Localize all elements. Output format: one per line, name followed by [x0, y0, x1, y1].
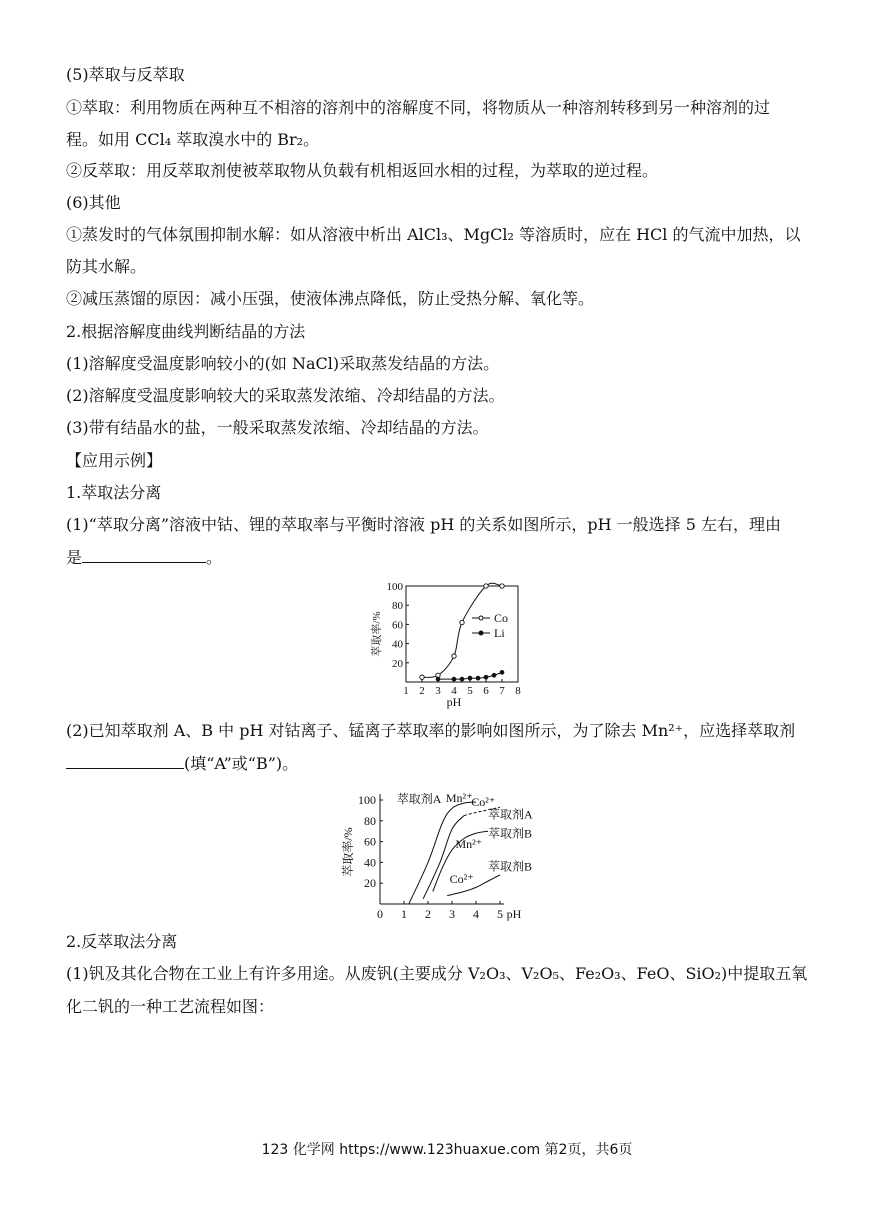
- data-point-li: [476, 676, 480, 680]
- x-tick-label: 4: [473, 907, 479, 921]
- curve-label-1: Mn²⁺: [445, 791, 473, 806]
- curve-label-0: 萃取剂A: [396, 792, 442, 807]
- question-2-line-1: (2)已知萃取剂 A、B 中 pH 对钴离子、锰离子萃取率的影响如图所示，为了除去 Mn²⁺，应选择萃取剂: [66, 721, 796, 740]
- heading-back-extraction-separation: 2.反萃取法分离: [66, 932, 178, 951]
- data-point-li: [492, 673, 496, 677]
- x-tick-label: 4: [451, 685, 457, 697]
- heading-examples: 【应用示例】: [66, 451, 163, 470]
- paragraph-extraction-2: 程。如用 CCl₄ 萃取溴水中的 Br₂。: [66, 130, 320, 149]
- page-footer: 123 化学网 https://www.123huaxue.com 第2页，共6页: [261, 1142, 633, 1158]
- x-tick-label: 1: [401, 907, 407, 921]
- x-axis-label: pH: [506, 907, 522, 921]
- x-tick-label: 3: [449, 907, 455, 921]
- data-point-co: [500, 584, 504, 588]
- series-line-co: [422, 583, 502, 677]
- x-tick-label: 2: [425, 907, 431, 921]
- data-point-li: [460, 677, 464, 681]
- x-tick-label: 8: [515, 685, 521, 697]
- series-line-0: [409, 802, 476, 904]
- y-tick-label: 60: [392, 619, 403, 632]
- paragraph-crystal-1: (1)溶解度受温度影响较小的(如 NaCl)采取蒸发结晶的方法。: [66, 354, 500, 373]
- data-point-co: [460, 620, 464, 624]
- data-point-li: [500, 671, 504, 675]
- paragraph-hydrolysis-2: 防其水解。: [66, 257, 147, 276]
- y-tick-label: 100: [386, 581, 403, 593]
- y-axis-label: 萃取率/%: [341, 827, 355, 877]
- x-tick-label: 7: [499, 685, 505, 697]
- x-tick-label: 1: [403, 685, 409, 697]
- x-tick-label: 0: [377, 907, 383, 921]
- x-tick-label: 3: [435, 685, 441, 697]
- legend-label-li: Li: [494, 626, 505, 640]
- paragraph-crystal-3: (3)带有结晶水的盐，一般采取蒸发浓缩、冷却结晶的方法。: [66, 418, 489, 437]
- chart-co-li: [360, 578, 550, 710]
- data-point-li: [484, 675, 488, 679]
- x-tick-label: 5: [497, 907, 503, 921]
- y-tick-label: 80: [364, 813, 376, 828]
- data-point-li: [468, 676, 472, 680]
- legend-marker-li: [479, 631, 483, 635]
- data-point-li: [452, 677, 456, 681]
- y-tick-label: 40: [364, 855, 376, 870]
- curve-label-2: Co²⁺: [471, 795, 496, 810]
- paragraph-extraction-1: ①萃取：利用物质在两种互不相溶的溶剂中的溶解度不同，将物质从一种溶剂转移到另一种溶剂的过: [66, 98, 771, 117]
- data-point-co: [420, 675, 424, 679]
- curve-label-6: Co²⁺: [449, 872, 474, 887]
- heading-extraction-separation: 1.萃取法分离: [66, 483, 162, 502]
- curve-label-7: 萃取剂B: [488, 859, 533, 874]
- y-tick-label: 60: [364, 834, 376, 849]
- chart-extractant-ab: [334, 786, 570, 924]
- curve-label-5: Mn²⁺: [455, 836, 483, 851]
- question-1-line-1: (1)“萃取分离”溶液中钴、锂的萃取率与平衡时溶液 pH 的关系如图所示，pH 一般选择 5 左右，理由: [66, 515, 782, 534]
- paragraph-hydrolysis-1: ①蒸发时的气体氛围抑制水解：如从溶液中析出 AlCl₃、MgCl₂ 等溶质时，应在 HCl 的气流中加热，以: [66, 225, 801, 244]
- data-point-co: [452, 654, 456, 658]
- section-title-extraction: (5)萃取与反萃取: [66, 65, 185, 84]
- y-tick-label: 80: [392, 600, 403, 613]
- question-3-line-2: 化二钒的一种工艺流程如图：: [66, 997, 275, 1016]
- y-axis-label: 萃取率/%: [371, 611, 383, 657]
- curve-label-4: 萃取剂B: [488, 826, 533, 841]
- question-1-prefix: 是: [66, 548, 83, 567]
- answer-blank-1[interactable]: [82, 546, 206, 563]
- x-tick-label: 6: [483, 685, 489, 697]
- y-tick-label: 20: [392, 657, 403, 670]
- x-axis-label: pH: [446, 695, 462, 709]
- legend-marker-co: [479, 616, 483, 620]
- y-tick-label: 40: [392, 638, 403, 651]
- y-tick-label: 20: [364, 876, 376, 891]
- question-2-suffix: (填“A”或“B”)。: [184, 754, 299, 773]
- x-tick-label: 5: [467, 685, 473, 697]
- question-3-line-1: (1)钒及其化合物在工业上有许多用途。从废钒(主要成分 V₂O₃、V₂O₅、Fe₂O₃、FeO、SiO₂)中提取五氧: [66, 964, 808, 983]
- curve-label-3: 萃取剂A: [488, 807, 533, 822]
- legend-label-co: Co: [494, 611, 509, 625]
- paragraph-crystal-2: (2)溶解度受温度影响较大的采取蒸发浓缩、冷却结晶的方法。: [66, 386, 505, 405]
- data-point-li: [436, 677, 440, 681]
- section-title-crystallization: 2.根据溶解度曲线判断结晶的方法: [66, 322, 306, 341]
- paragraph-reduced-pressure: ②减压蒸馏的原因：减小压强，使液体沸点降低，防止受热分解、氧化等。: [66, 289, 595, 308]
- section-title-other: (6)其他: [66, 193, 121, 212]
- y-tick-label: 100: [358, 793, 376, 807]
- series-line-1: [423, 816, 464, 899]
- paragraph-back-extraction: ②反萃取：用反萃取剂使被萃取物从负载有机相返回水相的过程，为萃取的逆过程。: [66, 161, 659, 180]
- data-point-co: [484, 584, 488, 588]
- question-2-line-2: [66, 752, 298, 775]
- answer-blank-2[interactable]: [66, 752, 184, 769]
- x-tick-label: 2: [419, 685, 425, 697]
- question-1-line-2: 是 。: [66, 548, 223, 567]
